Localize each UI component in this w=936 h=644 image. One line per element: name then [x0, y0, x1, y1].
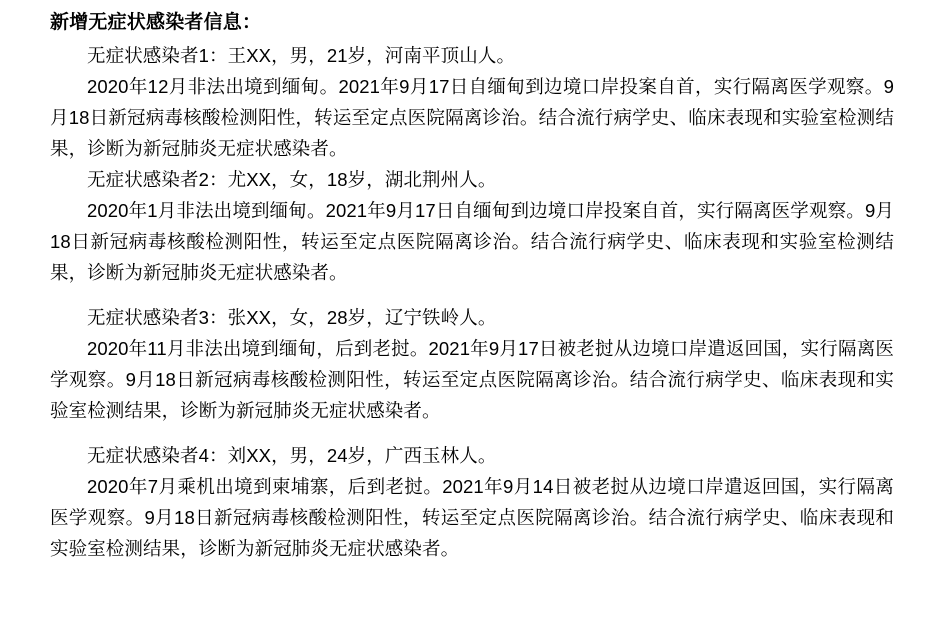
case-2-detail: 2020年1月非法出境到缅甸。2021年9月17日自缅甸到边境口岸投案自首，实行隔离医学观察。9月18日新冠病毒核酸检测阳性，转运至定点医院隔离诊治。结合流行病学史、临床表现和实验室检测结果，诊断为新冠肺炎无症状感染者。	[50, 200, 894, 283]
paragraph-spacer-2	[50, 426, 894, 440]
case-4-detail: 2020年7月乘机出境到柬埔寨，后到老挝。2021年9月14日被老挝从边境口岸遣返回国，实行隔离医学观察。9月18日新冠病毒核酸检测阳性，转运至定点医院隔离诊治。结合流行病学史、临床表现和实验室检测结果，诊断为新冠肺炎无症状感染者。	[50, 476, 894, 559]
case-2-header: 无症状感染者2：尤XX，女，18岁，湖北荆州人。	[87, 169, 497, 190]
case-3-header: 无症状感染者3：张XX，女，28岁，辽宁铁岭人。	[87, 307, 497, 328]
paragraph-spacer-1	[50, 288, 894, 302]
case-3-detail: 2020年11月非法出境到缅甸，后到老挝。2021年9月17日被老挝从边境口岸遣返回国，实行隔离医学观察。9月18日新冠病毒核酸检测阳性，转运至定点医院隔离诊治。结合流行病学史、临床表现和实验室检测结果，诊断为新冠肺炎无症状感染者。	[50, 338, 894, 421]
page-title: 新增无症状感染者信息：	[50, 12, 262, 33]
case-1-header: 无症状感染者1：王XX，男，21岁，河南平顶山人。	[87, 45, 516, 66]
case-4-header: 无症状感染者4：刘XX，男，24岁，广西玉林人。	[87, 445, 497, 466]
case-1-detail: 2020年12月非法出境到缅甸。2021年9月17日自缅甸到边境口岸投案自首，实行隔离医学观察。9月18日新冠病毒核酸检测阳性，转运至定点医院隔离诊治。结合流行病学史、临床表现和实验室检测结果，诊断为新冠肺炎无症状感染者。	[50, 76, 894, 159]
